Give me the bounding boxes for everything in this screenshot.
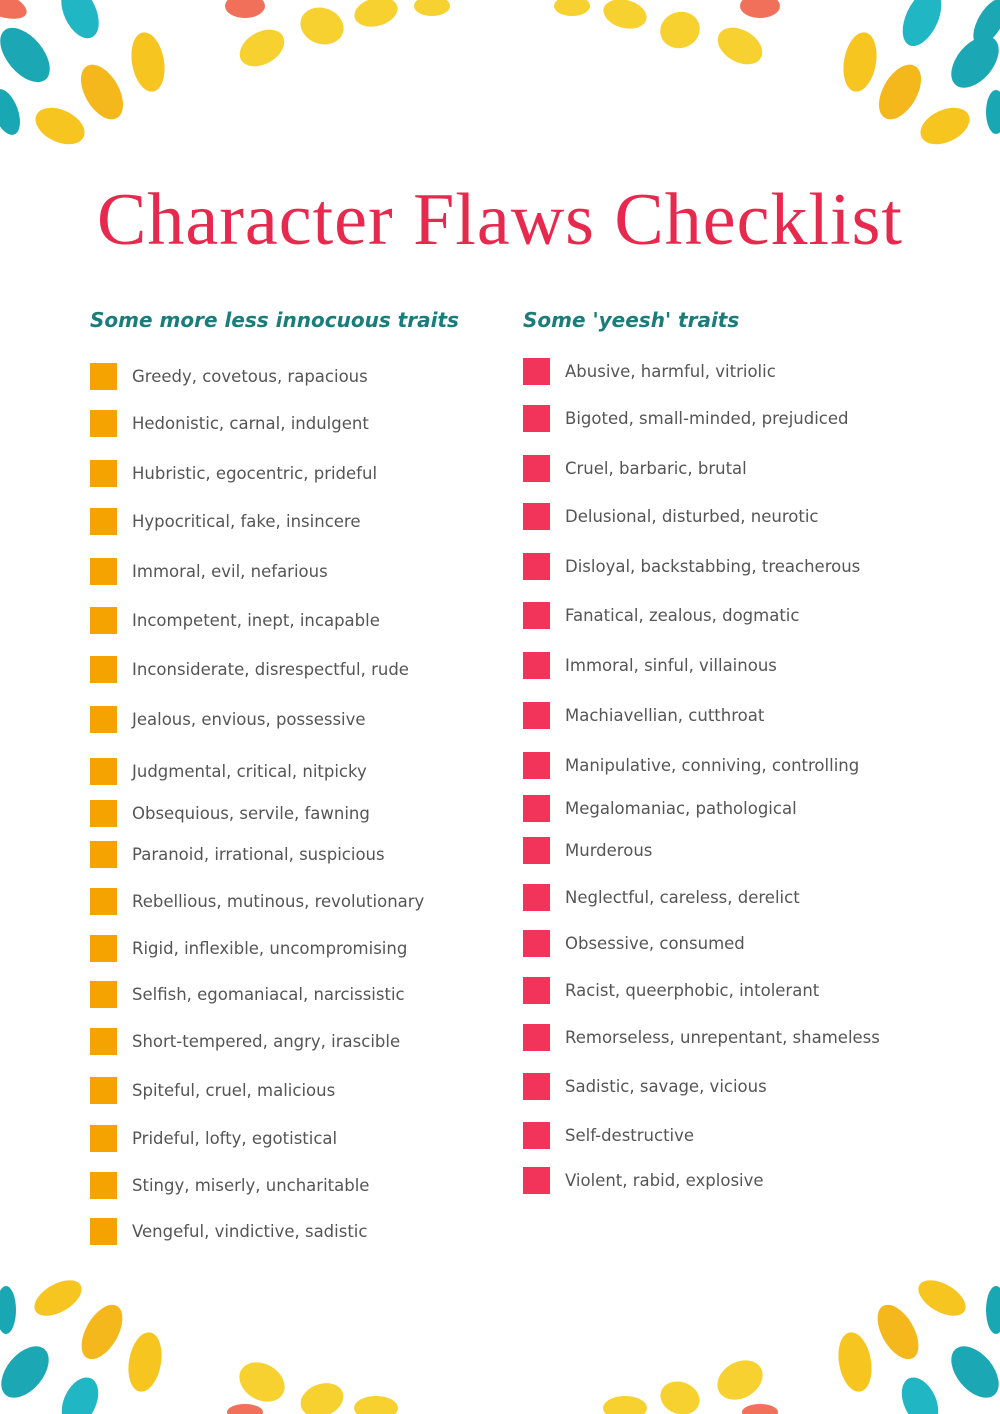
checkbox[interactable] — [523, 1073, 550, 1100]
trait-label: Greedy, covetous, rapacious — [132, 367, 368, 386]
trait-label: Violent, rabid, explosive — [565, 1171, 764, 1190]
checkbox[interactable] — [523, 455, 550, 482]
trait-label: Delusional, disturbed, neurotic — [565, 507, 819, 526]
checkbox[interactable] — [523, 837, 550, 864]
checkbox[interactable] — [523, 1167, 550, 1194]
right-checklist-item — [523, 1167, 764, 1194]
right-checklist-item — [523, 405, 849, 432]
trait-label: Cruel, barbaric, brutal — [565, 459, 747, 478]
trait-label: Abusive, harmful, vitriolic — [565, 362, 776, 381]
right-checklist-item — [523, 1024, 880, 1051]
trait-label: Murderous — [565, 841, 653, 860]
trait-label: Fanatical, zealous, dogmatic — [565, 606, 800, 625]
right-checklist-item — [523, 977, 819, 1004]
trait-label: Obsessive, consumed — [565, 934, 745, 953]
checkbox[interactable] — [523, 977, 550, 1004]
trait-label: Judgmental, critical, nitpicky — [132, 762, 367, 781]
checkbox[interactable] — [523, 1122, 550, 1149]
trait-label: Inconsiderate, disrespectful, rude — [132, 660, 409, 679]
right-checklist-item — [523, 752, 859, 779]
trait-label: Disloyal, backstabbing, treacherous — [565, 557, 861, 576]
trait-label: Rigid, inflexible, uncompromising — [132, 939, 408, 958]
right-checklist-item — [523, 837, 652, 864]
left-column-heading: Some more less innocuous traits — [90, 308, 459, 332]
checkbox[interactable] — [523, 702, 550, 729]
trait-label: Prideful, lofty, egotistical — [132, 1129, 338, 1148]
trait-label: Neglectful, careless, derelict — [565, 888, 800, 907]
trait-label: Sadistic, savage, vicious — [565, 1077, 767, 1096]
right-checklist-item — [523, 884, 800, 911]
right-checklist-item — [523, 553, 860, 580]
trait-label: Obsequious, servile, fawning — [132, 804, 370, 823]
checkbox[interactable] — [523, 553, 550, 580]
trait-label: Jealous, envious, possessive — [132, 710, 366, 729]
right-column-heading: Some 'yeesh' traits — [523, 308, 740, 332]
right-checklist-item — [523, 1122, 694, 1149]
checkbox[interactable] — [523, 1024, 550, 1051]
trait-label: Megalomaniac, pathological — [565, 799, 797, 818]
right-checklist-item — [523, 702, 764, 729]
checkbox[interactable] — [523, 930, 550, 957]
right-checklist-item — [523, 795, 797, 822]
trait-label: Hedonistic, carnal, indulgent — [132, 414, 369, 433]
checkbox[interactable] — [523, 358, 550, 385]
trait-label: Self-destructive — [565, 1126, 695, 1145]
trait-label: Remorseless, unrepentant, shameless — [565, 1028, 880, 1047]
checkbox[interactable] — [523, 652, 550, 679]
trait-label: Incompetent, inept, incapable — [132, 611, 380, 630]
checkbox[interactable] — [523, 602, 550, 629]
trait-label: Short-tempered, angry, irascible — [132, 1032, 401, 1051]
trait-label: Paranoid, irrational, suspicious — [132, 845, 385, 864]
right-checklist-item — [523, 455, 747, 482]
checkbox[interactable] — [523, 503, 550, 530]
checkbox[interactable] — [523, 795, 550, 822]
trait-label: Hypocritical, fake, insincere — [132, 512, 361, 531]
trait-label: Hubristic, egocentric, prideful — [132, 464, 378, 483]
trait-label: Vengeful, vindictive, sadistic — [132, 1222, 368, 1241]
trait-label: Machiavellian, cutthroat — [565, 706, 765, 725]
checkbox[interactable] — [523, 752, 550, 779]
trait-label: Racist, queerphobic, intolerant — [565, 981, 820, 1000]
trait-label: Selfish, egomaniacal, narcissistic — [132, 985, 405, 1004]
right-checklist-item — [523, 1073, 767, 1100]
trait-label: Immoral, sinful, villainous — [565, 656, 777, 675]
right-checklist-item — [523, 358, 776, 385]
right-checklist-item — [523, 602, 799, 629]
right-checklist-item — [523, 503, 818, 530]
trait-label: Rebellious, mutinous, revolutionary — [132, 892, 425, 911]
trait-label: Spiteful, cruel, malicious — [132, 1081, 336, 1100]
trait-label: Manipulative, conniving, controlling — [565, 756, 860, 775]
right-checklist-item — [523, 930, 745, 957]
page-title: Character Flaws Checklist — [97, 179, 903, 261]
trait-label: Stingy, miserly, uncharitable — [132, 1176, 370, 1195]
trait-label: Bigoted, small-minded, prejudiced — [565, 409, 849, 428]
checkbox[interactable] — [523, 884, 550, 911]
right-checklist-item — [523, 652, 777, 679]
trait-label: Immoral, evil, nefarious — [132, 562, 328, 581]
checkbox[interactable] — [523, 405, 550, 432]
